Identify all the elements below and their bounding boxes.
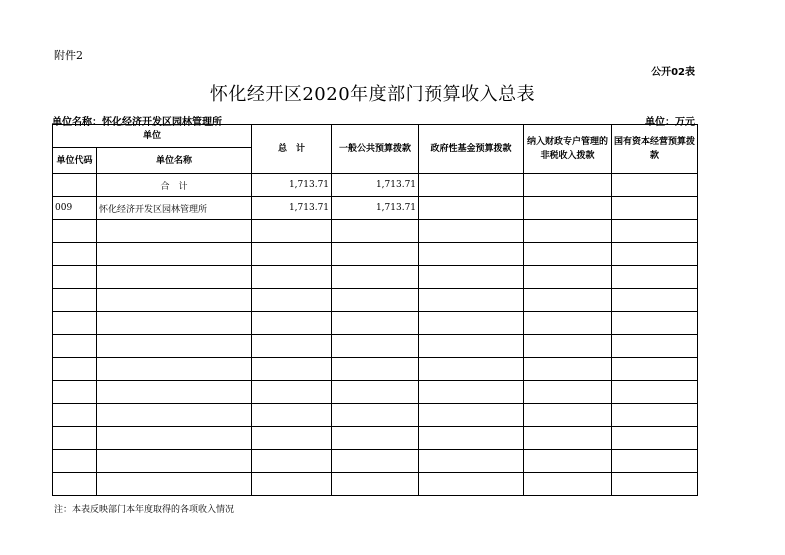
empty-cell — [252, 404, 332, 427]
empty-cell — [419, 289, 524, 312]
table-row-empty — [53, 312, 698, 335]
cell-fund — [419, 174, 524, 197]
empty-cell — [97, 381, 252, 404]
cell-code — [53, 174, 97, 197]
header-total: 总 计 — [252, 125, 332, 174]
cell-capital — [612, 197, 698, 220]
empty-cell — [524, 312, 612, 335]
empty-cell — [252, 335, 332, 358]
empty-cell — [332, 450, 419, 473]
empty-cell — [97, 427, 252, 450]
empty-cell — [612, 243, 698, 266]
table-row — [53, 197, 698, 220]
empty-cell — [332, 335, 419, 358]
empty-cell — [332, 358, 419, 381]
empty-cell — [332, 220, 419, 243]
empty-cell — [419, 450, 524, 473]
page-title: 怀化经开区2020年度部门预算收入总表 — [209, 84, 536, 105]
empty-cell — [524, 404, 612, 427]
empty-cell — [332, 404, 419, 427]
empty-cell — [332, 243, 419, 266]
cell-code: 009 — [53, 197, 97, 220]
header-gov-fund: 政府性基金预算拨款 — [419, 125, 524, 174]
empty-cell — [419, 312, 524, 335]
empty-cell — [419, 381, 524, 404]
empty-cell — [524, 335, 612, 358]
header-unit-code: 单位代码 — [53, 148, 97, 174]
empty-cell — [419, 427, 524, 450]
empty-cell — [97, 358, 252, 381]
empty-cell — [252, 312, 332, 335]
empty-cell — [252, 381, 332, 404]
form-number: 公开02表 — [651, 67, 695, 78]
empty-cell — [612, 450, 698, 473]
empty-cell — [524, 266, 612, 289]
empty-cell — [97, 220, 252, 243]
empty-cell — [97, 266, 252, 289]
table-row-empty — [53, 243, 698, 266]
cell-capital — [612, 174, 698, 197]
cell-special — [524, 197, 612, 220]
empty-cell — [612, 289, 698, 312]
empty-cell — [332, 381, 419, 404]
empty-cell — [252, 220, 332, 243]
empty-cell — [419, 243, 524, 266]
empty-cell — [53, 473, 97, 496]
empty-cell — [332, 289, 419, 312]
empty-cell — [53, 289, 97, 312]
empty-cell — [97, 450, 252, 473]
empty-cell — [252, 266, 332, 289]
empty-cell — [419, 473, 524, 496]
empty-cell — [252, 473, 332, 496]
empty-cell — [252, 427, 332, 450]
cell-name: 合 计 — [97, 174, 252, 197]
empty-cell — [419, 335, 524, 358]
empty-cell — [419, 358, 524, 381]
table-row-empty — [53, 473, 698, 496]
empty-cell — [97, 335, 252, 358]
table-row-empty — [53, 427, 698, 450]
empty-cell — [53, 243, 97, 266]
empty-cell — [332, 473, 419, 496]
empty-cell — [524, 220, 612, 243]
empty-cell — [53, 450, 97, 473]
empty-cell — [524, 243, 612, 266]
empty-cell — [53, 312, 97, 335]
empty-cell — [524, 450, 612, 473]
table-row-empty — [53, 335, 698, 358]
empty-cell — [53, 266, 97, 289]
currency-unit-label: 单位：万元 — [645, 117, 695, 128]
empty-cell — [612, 266, 698, 289]
empty-cell — [612, 381, 698, 404]
empty-cell — [419, 220, 524, 243]
empty-cell — [53, 220, 97, 243]
empty-cell — [53, 335, 97, 358]
empty-cell — [252, 358, 332, 381]
empty-cell — [524, 473, 612, 496]
table-row-empty — [53, 289, 698, 312]
header-unit-group: 单位 — [53, 125, 252, 148]
attachment-label: 附件2 — [54, 49, 83, 62]
cell-fund — [419, 197, 524, 220]
table-row-empty — [53, 404, 698, 427]
empty-cell — [252, 450, 332, 473]
cell-special — [524, 174, 612, 197]
empty-cell — [612, 335, 698, 358]
empty-cell — [524, 427, 612, 450]
empty-cell — [612, 312, 698, 335]
empty-cell — [524, 289, 612, 312]
empty-cell — [53, 381, 97, 404]
empty-cell — [612, 404, 698, 427]
table-row-empty — [53, 450, 698, 473]
empty-cell — [332, 427, 419, 450]
empty-cell — [612, 220, 698, 243]
header-general-budget: 一般公共预算拨款 — [332, 125, 419, 174]
empty-cell — [419, 404, 524, 427]
table-row-empty — [53, 381, 698, 404]
unit-name-label: 单位名称：怀化经济开发区园林管理所 — [52, 117, 222, 128]
table-body — [53, 174, 698, 496]
table-row-empty — [53, 266, 698, 289]
empty-cell — [53, 404, 97, 427]
empty-cell — [612, 427, 698, 450]
cell-name: 怀化经济开发区园林管理所 — [97, 197, 252, 220]
empty-cell — [524, 381, 612, 404]
header-special-account: 纳入财政专户管理的非税收入拨款 — [524, 125, 612, 174]
empty-cell — [419, 266, 524, 289]
table-row-empty — [53, 220, 698, 243]
table-row — [53, 174, 698, 197]
empty-cell — [53, 427, 97, 450]
cell-general: 1,713.71 — [332, 197, 419, 220]
empty-cell — [97, 312, 252, 335]
empty-cell — [332, 266, 419, 289]
footnote: 注：本表反映部门本年度取得的各项收入情况 — [54, 505, 235, 515]
cell-total: 1,713.71 — [252, 197, 332, 220]
empty-cell — [332, 312, 419, 335]
header-state-capital: 国有资本经营预算拨款 — [612, 125, 698, 174]
cell-general: 1,713.71 — [332, 174, 419, 197]
empty-cell — [97, 243, 252, 266]
empty-cell — [252, 289, 332, 312]
table-row-empty — [53, 358, 698, 381]
empty-cell — [97, 289, 252, 312]
empty-cell — [252, 243, 332, 266]
empty-cell — [612, 473, 698, 496]
header-unit-name: 单位名称 — [97, 148, 252, 174]
empty-cell — [524, 358, 612, 381]
empty-cell — [53, 358, 97, 381]
budget-revenue-table — [52, 124, 698, 496]
cell-total: 1,713.71 — [252, 174, 332, 197]
empty-cell — [97, 404, 252, 427]
empty-cell — [97, 473, 252, 496]
empty-cell — [612, 358, 698, 381]
